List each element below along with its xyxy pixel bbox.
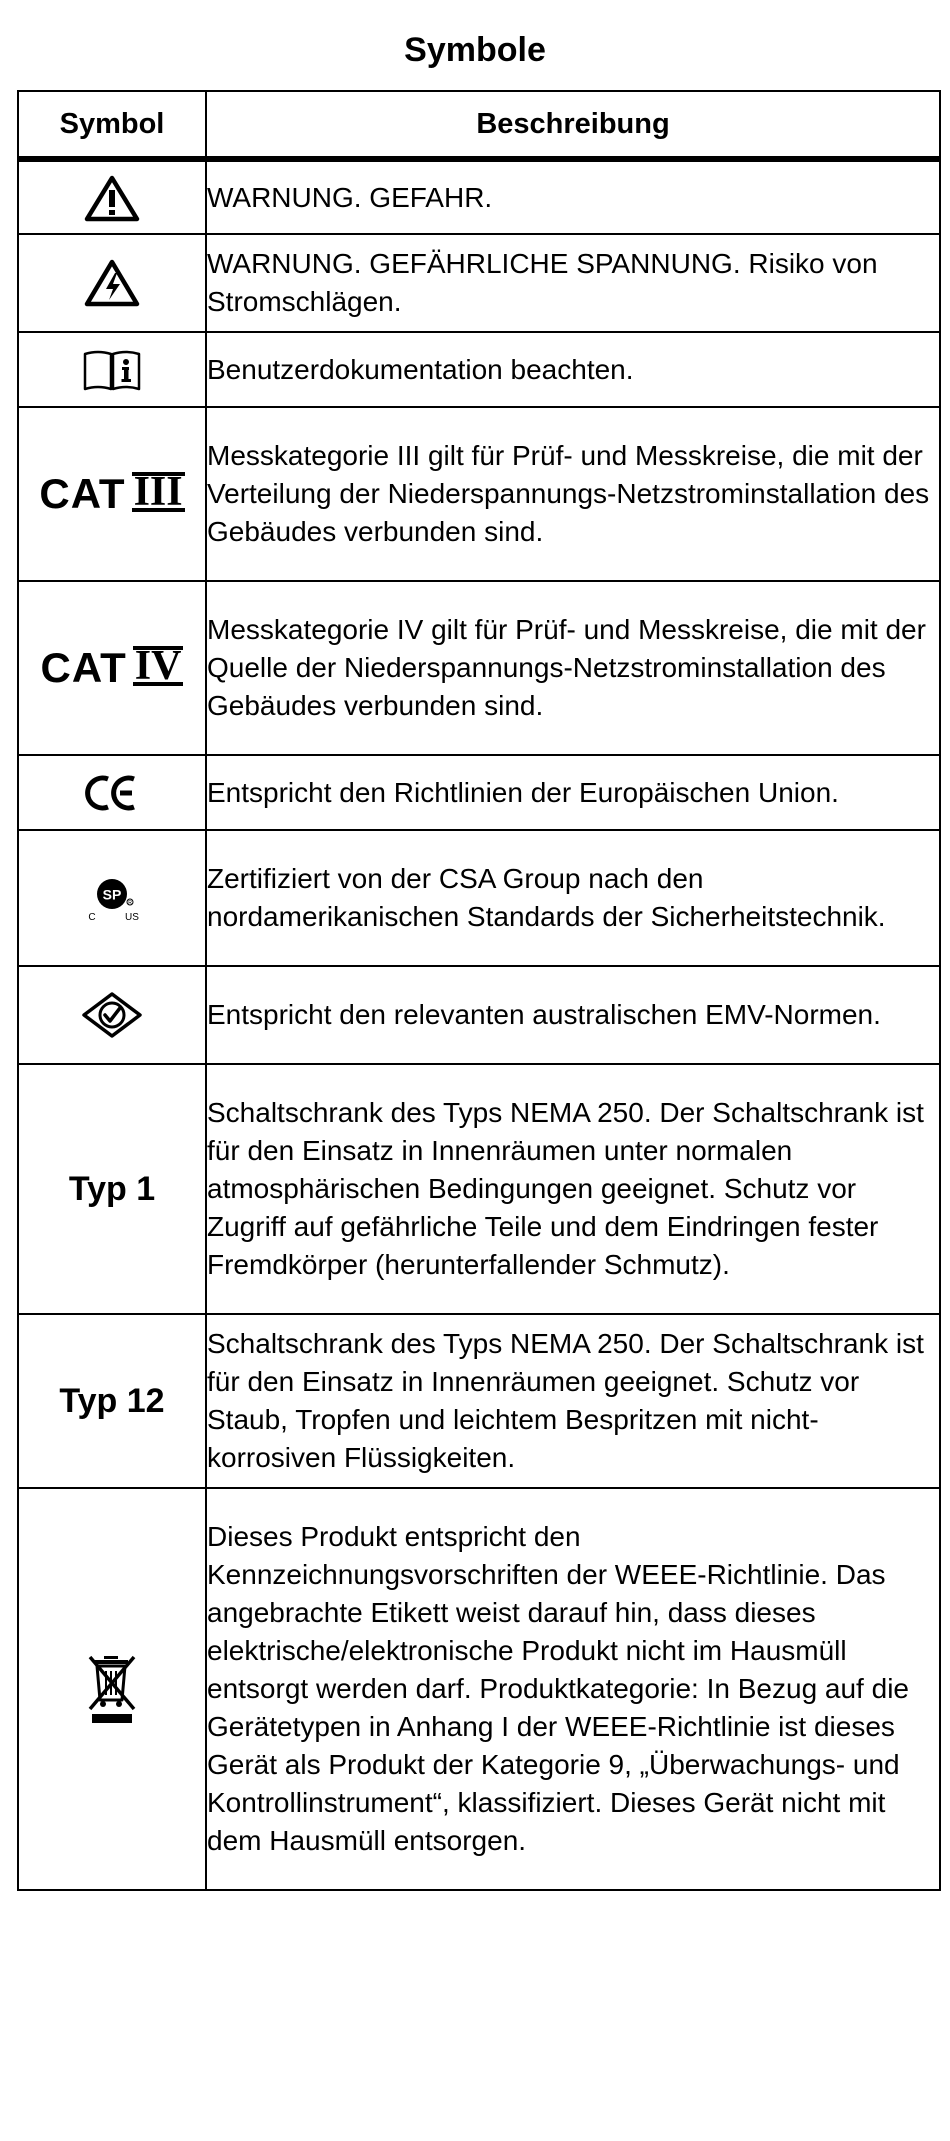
symbol-cell <box>18 966 206 1064</box>
symbol-cell <box>18 755 206 830</box>
svg-text:R: R <box>128 899 132 906</box>
warning-triangle-icon <box>84 174 140 222</box>
description-cell: WARNUNG. GEFAHR. <box>206 159 940 234</box>
description-cell: Schaltschrank des Typs NEMA 250. Der Schaltschrank ist für den Einsatz in Innenräumen geeignet. Schutz vor Staub, Tropfen und leichtem Bespritzen mit nicht-korrosiven Flüssigkeiten. <box>206 1314 940 1488</box>
cat-label: CAT <box>39 470 126 517</box>
table-row <box>18 1064 940 1314</box>
description-cell: WARNUNG. GEFÄHRLICHE SPANNUNG. Risiko von Stromschlägen. <box>206 234 940 332</box>
csa-mark-icon <box>77 868 147 928</box>
table-row <box>18 581 940 755</box>
symbol-cell <box>18 1064 206 1314</box>
csa-right-text: US <box>125 912 139 923</box>
symbol-cell <box>18 1314 206 1488</box>
table-row <box>18 755 940 830</box>
symbol-cell <box>18 234 206 332</box>
cat-roman-numeral: III <box>133 469 183 515</box>
cat-label: CAT <box>40 644 127 691</box>
table-row <box>18 830 940 966</box>
symbol-cell <box>18 332 206 407</box>
table-row <box>18 1488 940 1890</box>
rcm-mark-icon <box>80 990 144 1040</box>
symbol-cell <box>18 830 206 966</box>
description-cell: Entspricht den relevanten australischen EMV-Normen. <box>206 966 940 1064</box>
description-cell: Dieses Produkt entspricht den Kennzeichnungsvorschriften der WEEE-Richtlinie. Das angebrachte Etikett weist darauf hin, dass dieses elektrische/elektronische Produkt nicht im Hausmüll entsorgt werden darf. Produktkategorie: In Bezug auf die Gerätetypen in Anhang I der WEEE-Richtlinie ist dieses Gerät als Produkt der Kategorie 9, „Überwachungs- und Kontrollinstrument“, klassifiziert. Dieses Gerät nicht mit dem Hausmüll entsorgen. <box>206 1488 940 1890</box>
weee-crossed-bin-icon <box>84 1653 140 1725</box>
symbol-cell <box>18 407 206 581</box>
csa-center-text: SP <box>102 886 122 903</box>
csa-left-text: C <box>88 912 96 923</box>
symbols-table <box>17 90 941 1891</box>
table-row <box>18 332 940 407</box>
table-row <box>18 1314 940 1488</box>
ce-mark-icon <box>84 773 140 813</box>
description-cell: Messkategorie III gilt für Prüf- und Messkreise, die mit der Verteilung der Niederspannungs-Netzstrominstallation des Gebäudes verbunden sind. <box>206 407 940 581</box>
description-cell: Benutzerdokumentation beachten. <box>206 332 940 407</box>
table-row <box>18 159 940 234</box>
user-documentation-icon <box>82 348 142 392</box>
symbol-cell <box>18 1488 206 1890</box>
symbol-cell <box>18 581 206 755</box>
table-row <box>18 966 940 1064</box>
cat-roman-numeral: IV <box>134 643 182 689</box>
description-cell: Entspricht den Richtlinien der Europäischen Union. <box>206 755 940 830</box>
symbol-cell <box>18 159 206 234</box>
enclosure-type-label: Typ 12 <box>59 1381 165 1420</box>
header-symbol: Symbol <box>18 91 206 159</box>
table-row <box>18 407 940 581</box>
header-description: Beschreibung <box>206 91 940 159</box>
high-voltage-triangle-icon <box>84 258 140 308</box>
description-cell: Messkategorie IV gilt für Prüf- und Messkreise, die mit der Quelle der Niederspannungs-Netzstrominstallation des Gebäudes verbunden sind. <box>206 581 940 755</box>
table-header-row <box>18 91 940 159</box>
description-cell: Zertifiziert von der CSA Group nach den nordamerikanischen Standards der Sicherheitstechnik. <box>206 830 940 966</box>
enclosure-type-label: Typ 1 <box>68 1169 156 1208</box>
description-cell: Schaltschrank des Typs NEMA 250. Der Schaltschrank ist für den Einsatz in Innenräumen unter normalen atmosphärischen Bedingungen geeignet. Schutz vor Zugriff auf gefährliche Teile und dem Eindringen fester Fremdkörper (herunterfallender Schmutz). <box>206 1064 940 1314</box>
table-row <box>18 234 940 332</box>
page-title: Symbole <box>404 31 546 69</box>
